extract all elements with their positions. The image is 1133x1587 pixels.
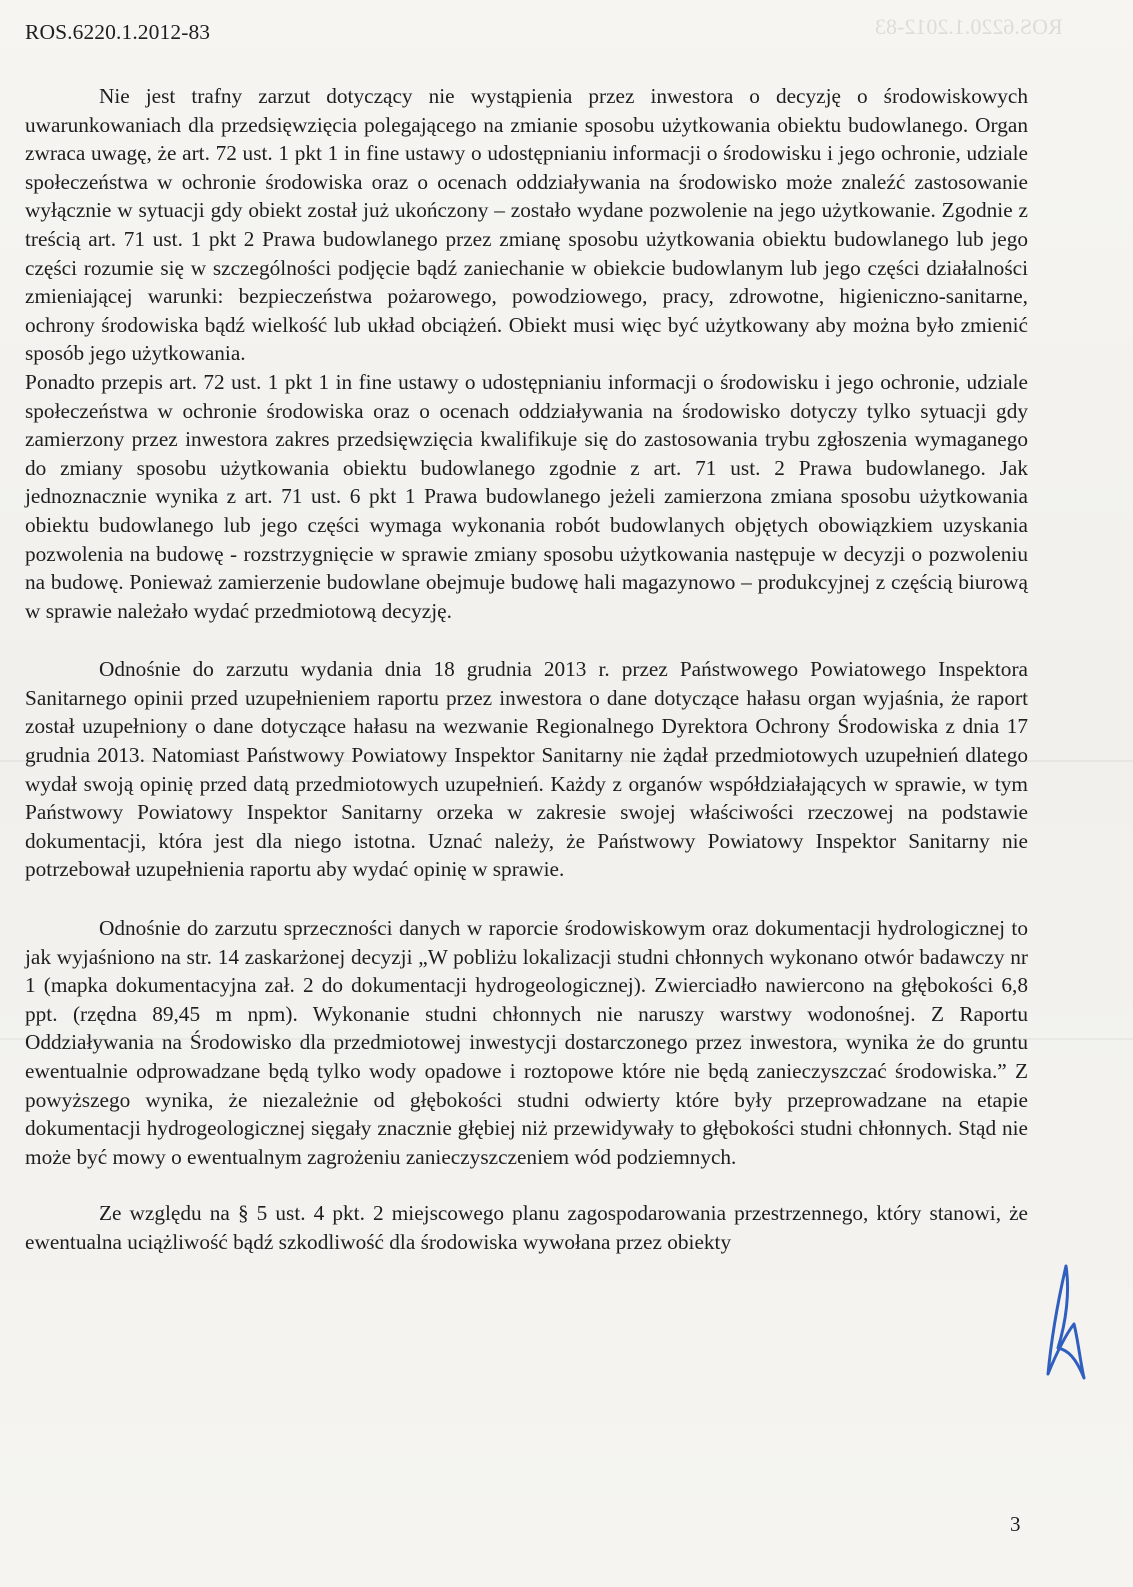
paragraph-1: Nie jest trafny zarzut dotyczący nie wystąpienia przez inwestora o decyzję o środowiskowych uwarunkowaniach dla przedsięwzięcia polegającego na zmianie sposobu użytkowania obiektu budowlanego. Organ zwraca uwagę, że art. 72 ust. 1 pkt 1 in fine ustawy o udostępnianiu informacji o środowisku i jego ochronie, udziale społeczeństwa w ochronie środowiska oraz o ocenach oddziaływania na środowisko może znaleźć zastosowanie wyłącznie w sytuacji gdy obiekt został już ukończony – zostało wydane pozwolenie na jego użytkowanie. Zgodnie z treścią art. 71 ust. 1 pkt 2 Prawa budowlanego przez zmianę sposobu użytkowania obiektu budowlanego lub jego części rozumie się w szczególności podjęcie bądź zaniechanie w obiekcie budowlanym lub jego części działalności zmieniającej warunki: bezpieczeństwa pożarowego, powodziowego, pracy, zdrowotne, higieniczno-sanitarne, ochrony środowiska bądź wielkość lub układ obciążeń. Obiekt musi więc być użytkowany aby można było zmienić sposób jego użytkowania. [25, 84, 1028, 366]
document-body [25, 82, 1028, 1257]
paragraph-3: Odnośnie do zarzutu wydania dnia 18 grudnia 2013 r. przez Państwowego Powiatowego Inspektora Sanitarnego opinii przed uzupełnieniem raportu przez inwestora o dane dotyczące hałasu organ wyjaśnia, że raport został uzupełniony o dane dotyczące hałasu na wezwanie Regionalnego Dyrektora Ochrony Środowiska z dnia 17 grudnia 2013. Natomiast Państwowy Powiatowy Inspektor Sanitarny nie żądał przedmiotowych uzupełnień dlatego wydał swoją opinię przed datą przedmiotowych uzupełnień. Każdy z organów współdziałających w sprawie, w tym Państwowy Powiatowy Inspektor Sanitarny orzeka w zakresie swojej właściwości rzeczowej na podstawie dokumentacji, która jest dla niego istotna. Uznać należy, że Państwowy Powiatowy Inspektor Sanitarny nie potrzebował uzupełnienia raportu aby wydać opinię w sprawie. [25, 657, 1028, 882]
paragraph-2: Ponadto przepis art. 72 ust. 1 pkt 1 in fine ustawy o udostępnianiu informacji o środowisku i jego ochronie, udziale społeczeństwa w ochronie środowiska oraz o ocenach oddziaływania na środowisko dotyczy tylko sytuacji gdy zamierzony przez inwestora zakres przedsięwzięcia kwalifikuje się do zastosowania trybu zgłoszenia wymaganego do zmiany sposobu użytkowania obiektu budowlanego zgodnie z art. 71 ust. 2 Prawa budowlanego. Jak jednoznacznie wynika z art. 71 ust. 6 pkt 1 Prawa budowlanego jeżeli zamierzona zmiana sposobu użytkowania obiektu budowlanego lub jego części wymaga wykonania robót budowlanych objętych obowiązkiem uzyskania pozwolenia na budowę - rozstrzygnięcie w sprawie zmiany sposobu użytkowania następuje w decyzji o pozwoleniu na budowę. Ponieważ zamierzenie budowlane obejmuje budowę hali magazynowo – produkcyjnej z częścią biurową w sprawie należało wydać przedmiotową decyzję. [25, 369, 1028, 623]
paragraph-4: Odnośnie do zarzutu sprzeczności danych w raporcie środowiskowym oraz dokumentacji hydrologicznej to jak wyjaśniono na str. 14 zaskarżonej decyzji „W pobliżu lokalizacji studni chłonnych wykonano otwór badawczy nr 1 (mapka dokumentacyjna zał. 2 do dokumentacji hydrogeologicznej). Zwierciadło nawiercono na głębokości 6,8 ppt. (rzędna 89,45 m npm). Wykonanie studni chłonnych nie naruszy warstwy wodonośnej. Z Raportu Oddziaływania na Środowisko dla przedmiotowej inwestycji dostarczonego przez inwestora, wynika że do gruntu ewentualnie odprowadzane będą tylko wody opadowe i roztopowe które nie będą zanieczyszczać środowiska.” Z powyższego wynika, że niezależnie od głębokości studni odwierty które były przeprowadzane na etapie dokumentacji hydrogeologicznej sięgały znacznie głębiej niż przewidywały to głębokości studni chłonnych. Stąd nie może być mowy o ewentualnym zagrożeniu zanieczyszczeniem wód podziemnych. [25, 916, 1028, 1169]
paragraph-5: Ze względu na § 5 ust. 4 pkt. 2 miejscowego planu zagospodarowania przestrzennego, który stanowi, że ewentualna uciążliwość bądź szkodliwość dla środowiska wywołana przez obiekty [25, 1201, 1028, 1254]
case-number: ROS.6220.1.2012-83 [25, 20, 211, 44]
page-number: 3 [1010, 1512, 1021, 1536]
handwritten-signature [1040, 1262, 1100, 1382]
bleed-through-text: ROS.6220.1.2012-83 [875, 14, 1063, 39]
